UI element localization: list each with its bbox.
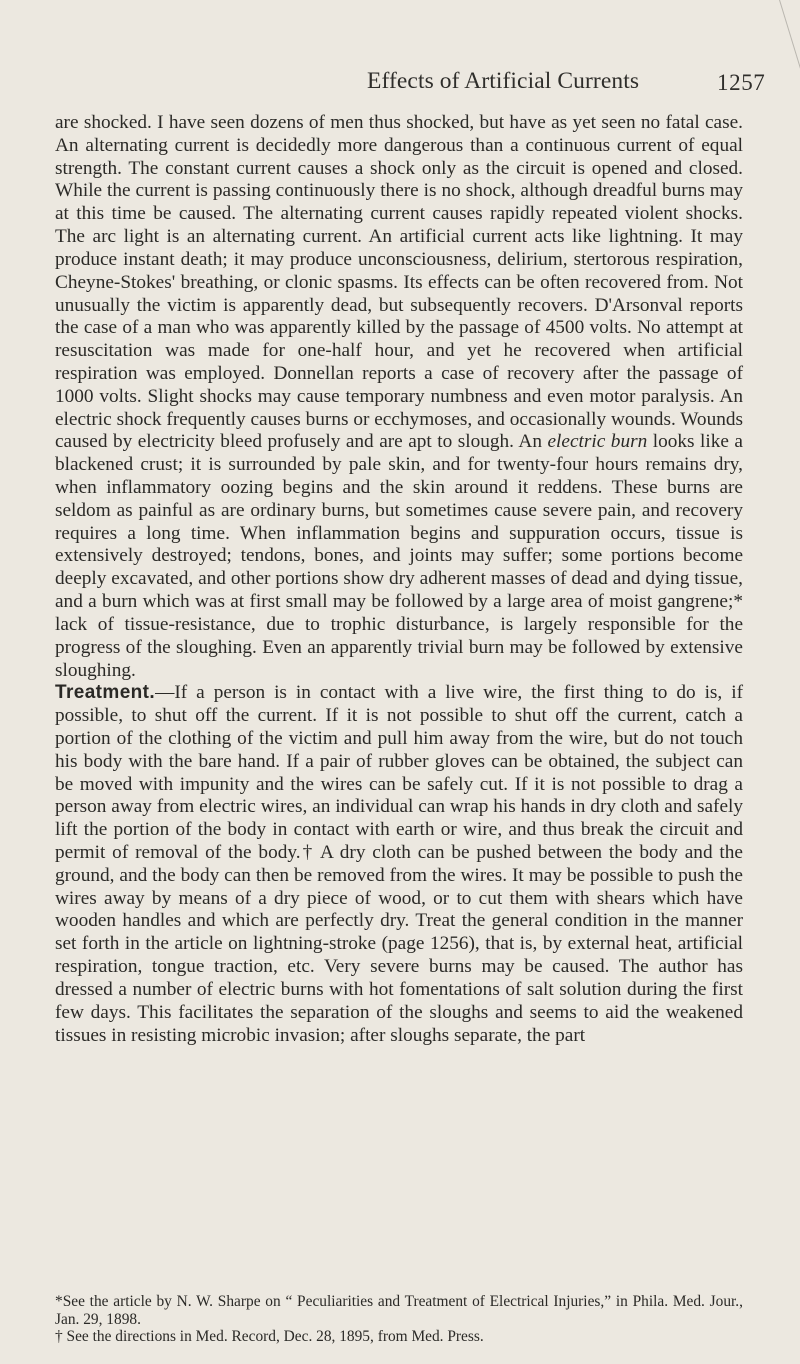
footnote-1: *See the article by N. W. Sharpe on “ Peculiarities and Treatment of Electrical Injuries,” in Phila. Med. Jour., Jan. 29, 1898. xyxy=(55,1293,743,1328)
running-header xyxy=(0,68,800,98)
paragraph-burns xyxy=(55,112,743,682)
paragraph-treatment-text: —If a person is in contact with a live wire, the first thing to do is, if possible, to shut off the current. If it is not possible to shut off the current, catch a portion of the clothing of the victim and pull him away from the wire, but do not touch his body with the bare hand. If a pair of rubber gloves can be obtained, the subject can be moved with impunity and the wires can be safely cut. If it is not possible to drag a person away from electric wires, an individual can wrap his hands in dry cloth and safely lift the portion of the body in contact with earth or wire, and thus break the circuit and permit of removal of the body.† A dry cloth can be pushed between the body and the ground, and the body can then be removed from the wires. It may be possible to push the wires away by means of a dry piece of wood, or to cut them with shears which have wooden handles and which are perfectly dry. Treat the general condition in the manner set forth in the article on lightning-stroke (page 1256), that is, by external heat, artificial respiration, tongue traction, etc. Very severe burns may be caused. The author has dressed a number of electric burns with hot fomentations of salt solution during the first few days. This facilitates the separation of the sloughs and seems to aid the weakened tissues in resisting microbic invasion; after sloughs separate, the part xyxy=(55,682,743,1046)
page-number: 1257 xyxy=(717,70,766,95)
electric-burn-term: electric burn xyxy=(547,431,648,453)
footnotes xyxy=(55,1293,743,1346)
treatment-heading: Treatment. xyxy=(55,682,156,704)
paragraph-burns-text: are shocked. I have seen dozens of men thus shocked, but have as yet seen no fatal case. An alternating current is decidedly more dangerous than a continuous current of equal strength. The constant current causes a shock only as the circuit is opened and closed. While the current is passing continuously there is no shock, although dreadful burns may at this time be caused. The alternating current causes rapidly repeated violent shocks. The arc light is an alternating current. An artificial current acts like lightning. It may produce instant death; it may produce unconsciousness, delirium, stertorous respiration, Cheyne-Stokes' breathing, or clonic spasms. Its effects can be often recovered from. Not unusually the victim is apparently dead, but subsequently recovers. D'Arsonval reports the case of a man who was apparently killed by the passage of 4500 volts. No attempt at resuscitation was made for one-half hour, and yet he recovered when artificial respiration was employed. Donnellan reports a case of recovery after the passage of 1000 volts. Slight shocks may cause temporary numbness and even motor paralysis. An electric shock frequently causes burns or ecchymoses, and occasionally wounds. Wounds caused by electricity bleed profusely and are apt to slough. An xyxy=(55,112,743,453)
paragraph-burns-continued: looks like a blackened crust; it is surrounded by pale skin, and for twenty-four hours remains dry, when inflammatory oozing begins and the skin around it reddens. These burns are seldom as painful as are ordinary burns, but sometimes cause severe pain, and recovery requires a long time. When inflammation begins and suppuration occurs, tissue is extensively destroyed; tendons, bones, and joints may suffer; some portions become deeply excavated, and other portions show dry adherent masses of dead and dying tissue, and a burn which was at first small may be followed by a large area of moist gangrene;* lack of tissue-resistance, due to trophic disturbance, is largely responsible for the progress of the sloughing. Even an apparently trivial burn may be followed by extensive sloughing. xyxy=(55,431,743,681)
body-text xyxy=(55,112,743,1047)
paragraph-treatment xyxy=(55,682,743,1047)
running-title: Effects of Artificial Currents xyxy=(367,68,640,94)
footnote-2: † See the directions in Med. Record, Dec. 28, 1895, from Med. Press. xyxy=(55,1328,484,1346)
